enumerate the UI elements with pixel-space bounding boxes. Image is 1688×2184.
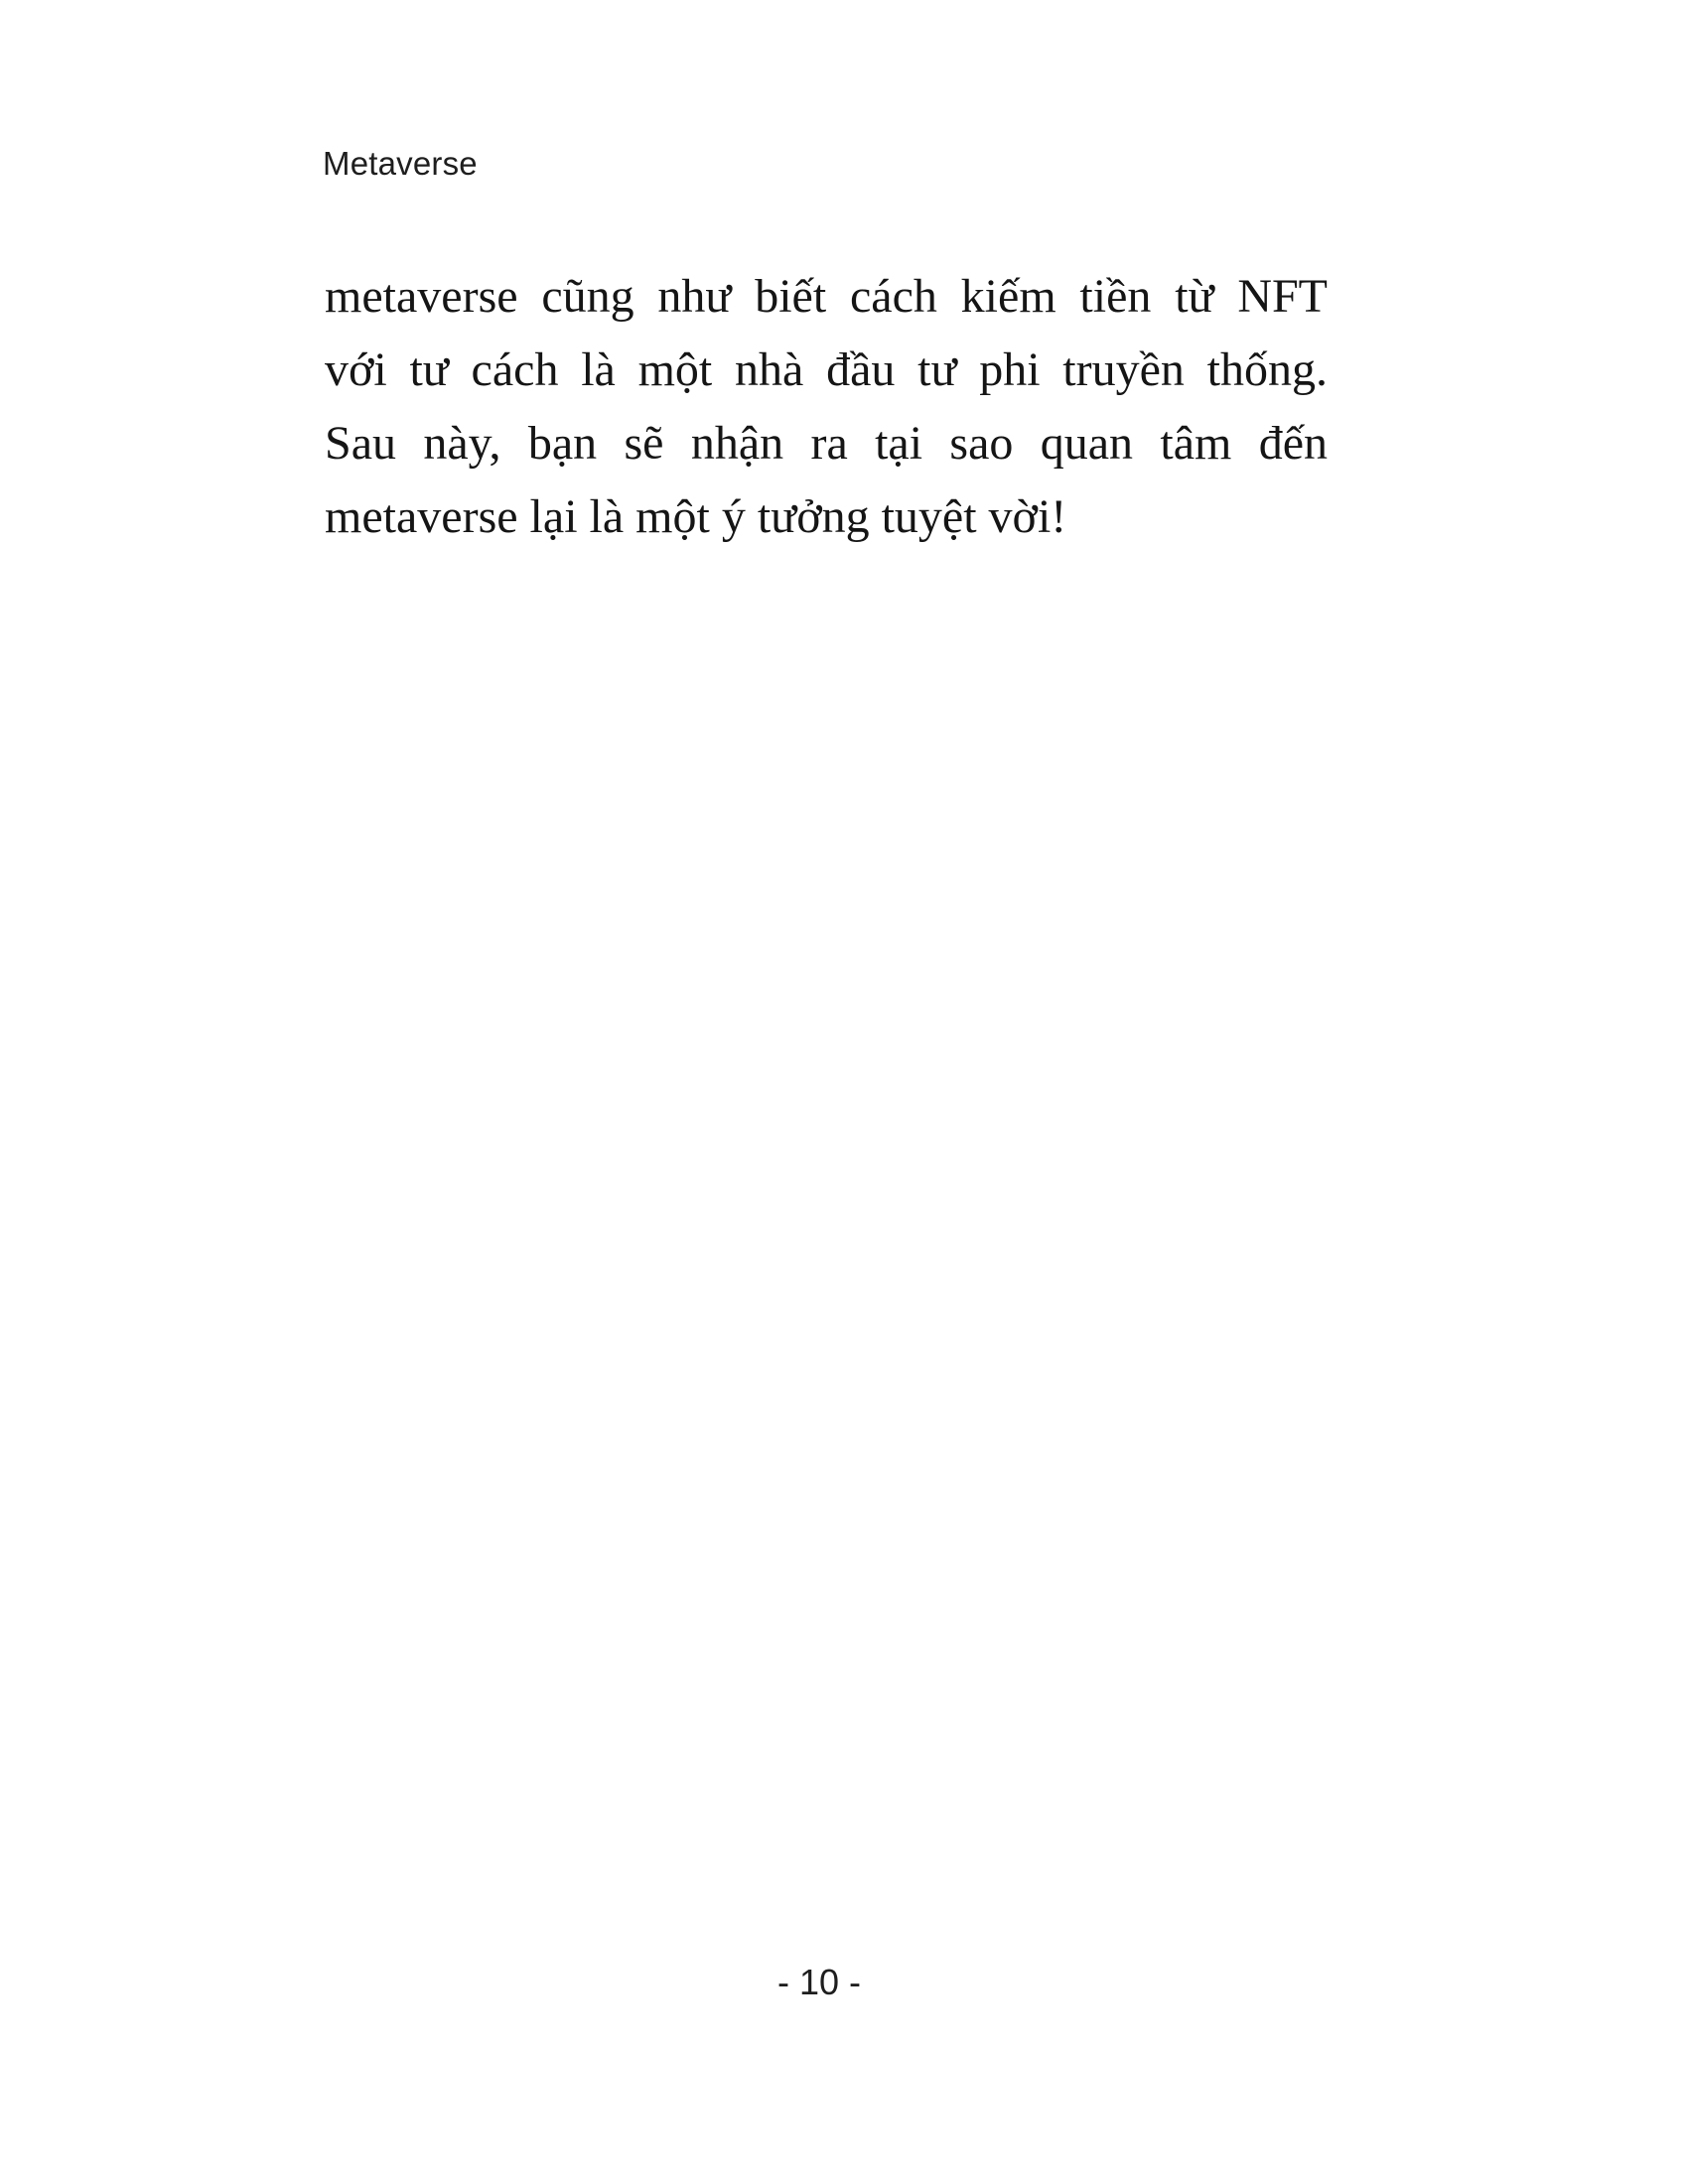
body-line: metaverse lại là một ý tưởng tuyệt vời!: [325, 490, 1067, 543]
running-header: Metaverse: [323, 145, 478, 182]
page-number: - 10 -: [776, 1962, 862, 2002]
body-line: metaverse cũng như biết cách kiếm tiền từ NFT: [325, 270, 1328, 323]
body-line: Sau này, bạn sẽ nhận ra tại sao quan tâm đến: [325, 417, 1328, 470]
body-line: với tư cách là một nhà đầu tư phi truyền thống.: [325, 343, 1328, 396]
body-paragraph: [325, 260, 1328, 554]
